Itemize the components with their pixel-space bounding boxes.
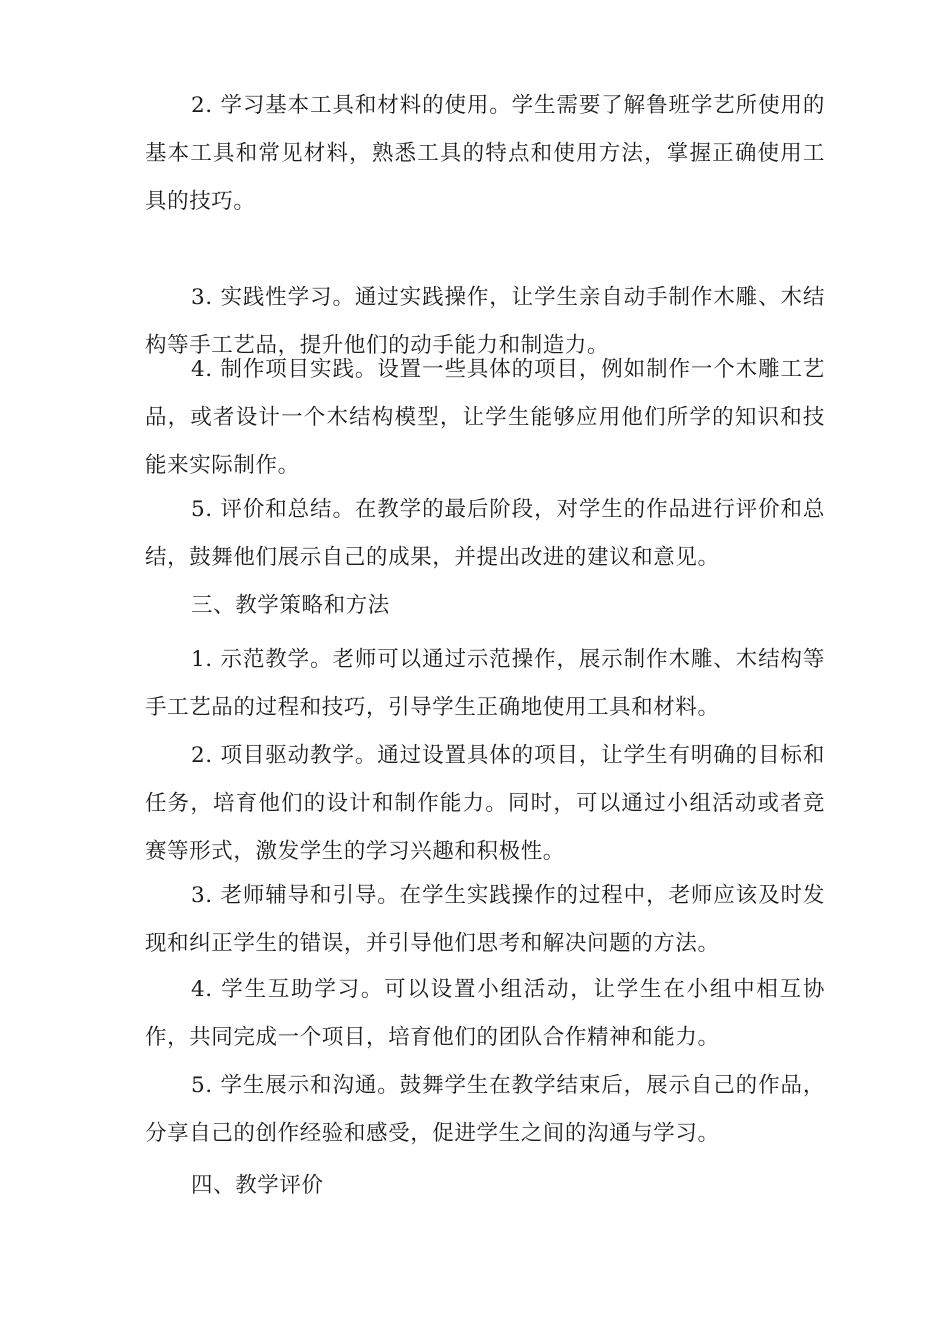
section-heading-strategies: 三、教学策略和方法 [191, 593, 390, 618]
section-heading-evaluation: 四、教学评价 [191, 1173, 324, 1198]
paragraph-practice-learning: 3. 实践性学习。通过实践操作，让学生亲自动手制作木雕、木结构等手工艺品，提升他们的动手能力和制造力。 [145, 285, 825, 358]
paragraph-showcase-communication: 5. 学生展示和沟通。鼓舞学生在教学结束后，展示自己的作品，分享自己的创作经验和感受，促进学生之间的沟通与学习。 [145, 1073, 825, 1146]
paragraph-project-driven-teaching: 2. 项目驱动教学。通过设置具体的项目，让学生有明确的目标和任务，培育他们的设计和制作能力。同时，可以通过小组活动或者竞赛等形式，激发学生的学习兴趣和积极性。 [145, 743, 825, 864]
paragraph-demonstration-teaching: 1. 示范教学。老师可以通过示范操作，展示制作木雕、木结构等手工艺品的过程和技巧，引导学生正确地使用工具和材料。 [145, 647, 825, 720]
paragraph-tools-materials: 2. 学习基本工具和材料的使用。学生需要了解鲁班学艺所使用的基本工具和常见材料，熟悉工具的特点和使用方法，掌握正确使用工具的技巧。 [145, 93, 825, 214]
paragraph-project-practice: 4. 制作项目实践。设置一些具体的项目，例如制作一个木雕工艺品，或者设计一个木结构模型，让学生能够应用他们所学的知识和技能来实际制作。 [145, 357, 825, 478]
paragraph-evaluation-summary: 5. 评价和总结。在教学的最后阶段，对学生的作品进行评价和总结，鼓舞他们展示自己的成果，并提出改进的建议和意见。 [145, 497, 825, 570]
paragraph-peer-learning: 4. 学生互助学习。可以设置小组活动，让学生在小组中相互协作，共同完成一个项目，培育他们的团队合作精神和能力。 [145, 977, 825, 1050]
paragraph-teacher-guidance: 3. 老师辅导和引导。在学生实践操作的过程中，老师应该及时发现和纠正学生的错误，并引导他们思考和解决问题的方法。 [145, 883, 825, 956]
